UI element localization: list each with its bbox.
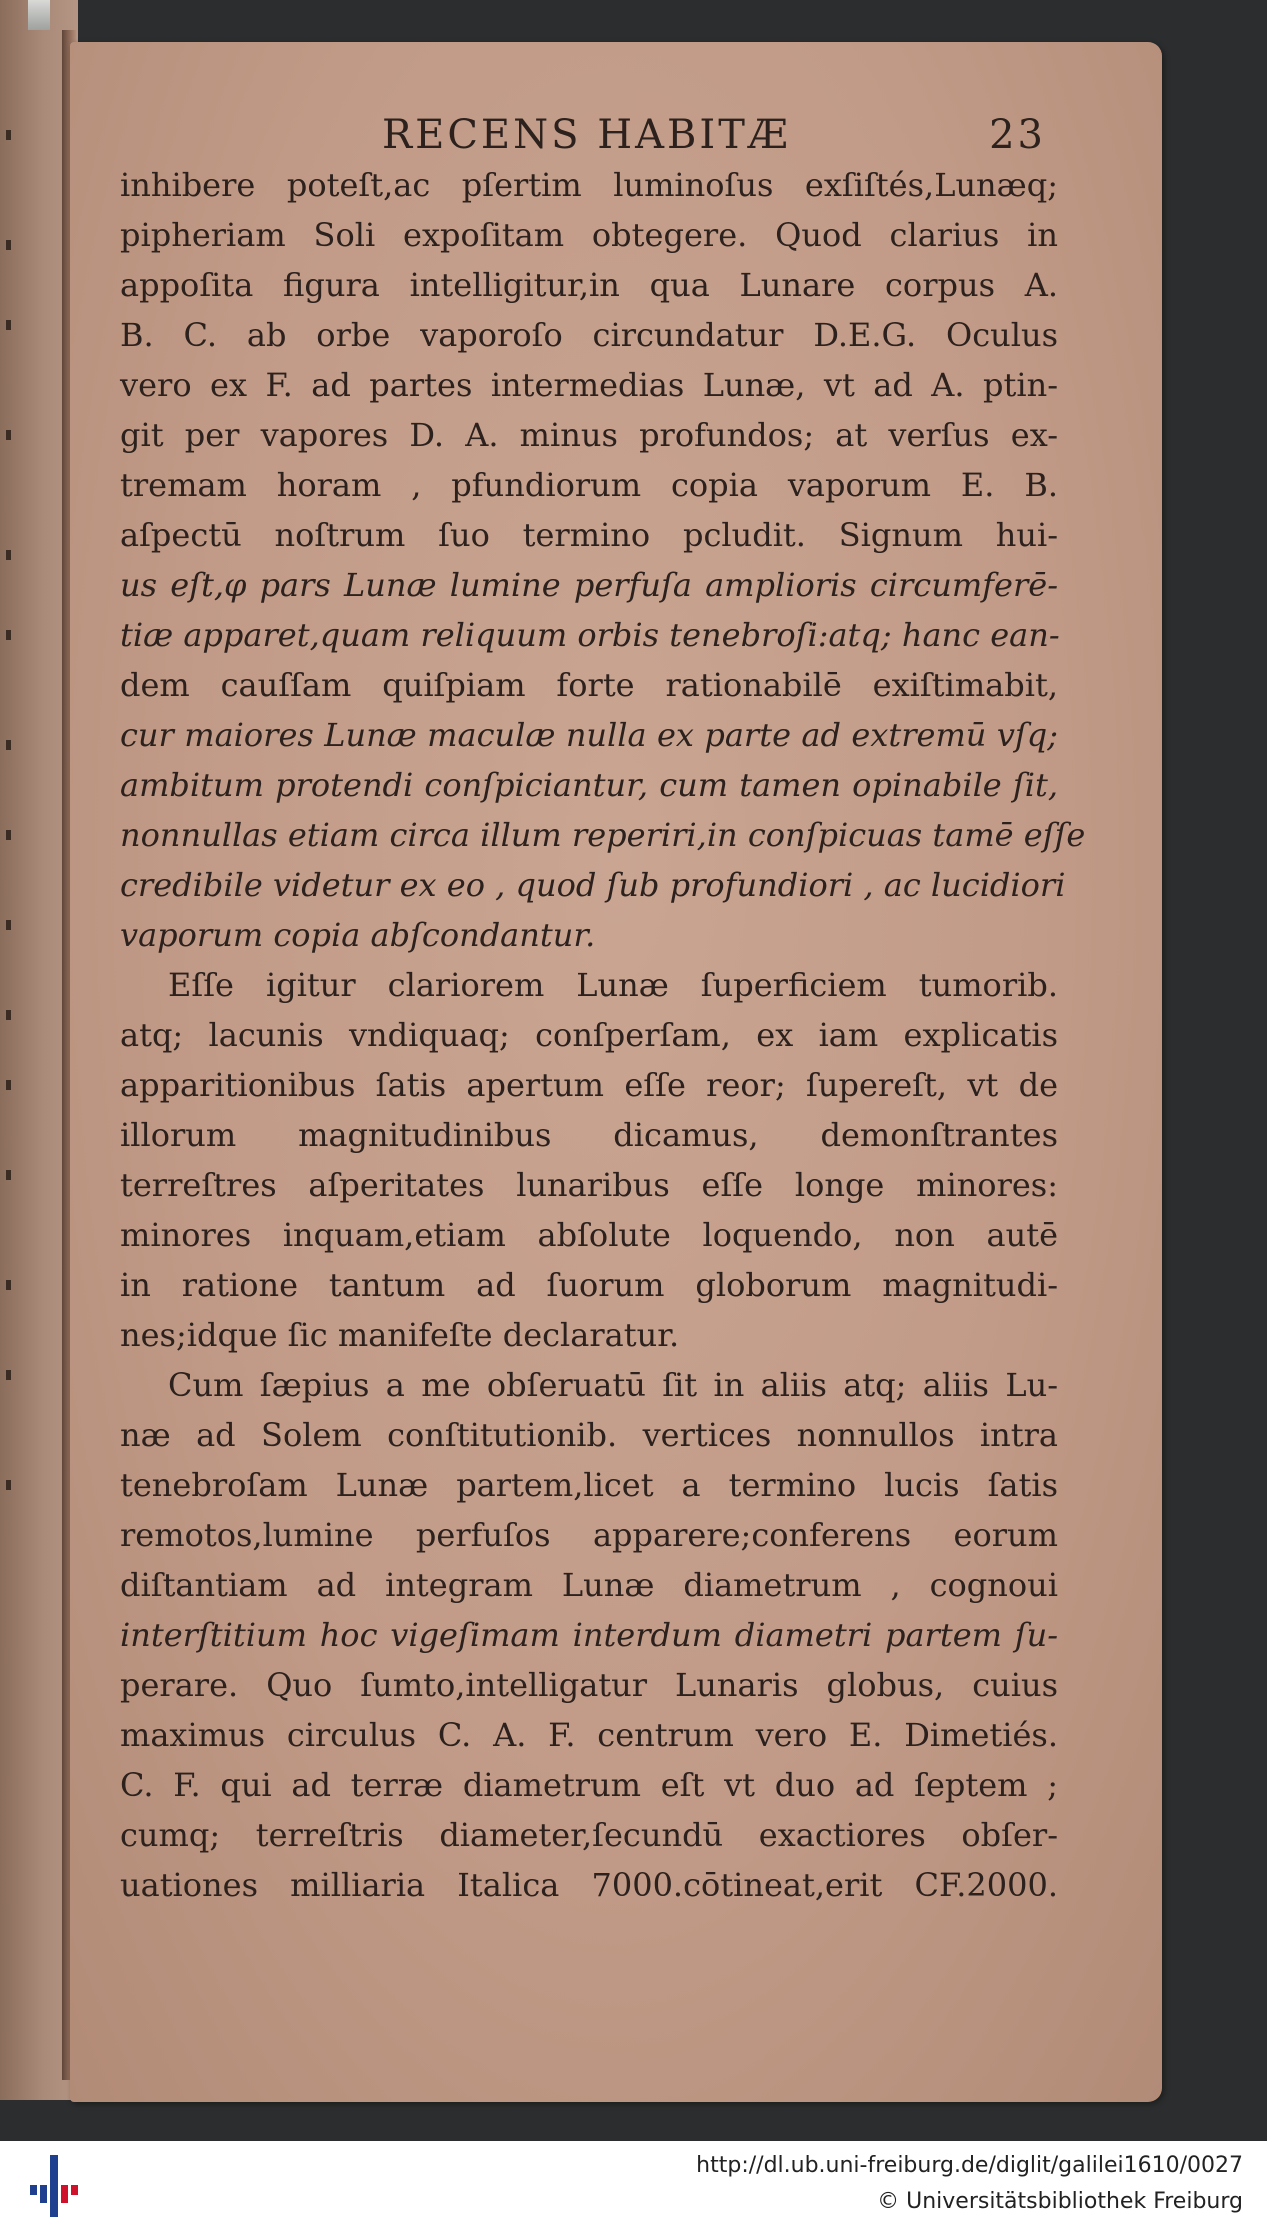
text-line: uationes milliaria Italica 7000.cōtineat,erit CF.2000.	[120, 1866, 1058, 1904]
text-line: in ratione tantum ad ſuorum globorum magnitudi-	[120, 1266, 1058, 1304]
text-line: diſtantiam ad integram Lunæ diametrum , cognoui	[120, 1566, 1058, 1604]
text-line: minores inquam,etiam abſolute loquendo, non autē	[120, 1216, 1058, 1254]
text-line: aſpectū noſtrum ſuo termino pcludit. Signum hui-	[120, 516, 1058, 554]
text-line: apparitionibus ſatis apertum eſſe reor; ſupereſt, vt de	[120, 1066, 1058, 1104]
text-line: Eſſe igitur clariorem Lunæ ſuperficiem tumorib.	[168, 966, 1058, 1004]
book-clip	[28, 0, 50, 30]
running-head	[382, 112, 1052, 156]
text-line: atq; lacunis vndiquaq; conſperſam, ex iam explicatis	[120, 1016, 1058, 1054]
viewer-footer	[0, 2141, 1267, 2231]
text-line: dem cauſſam quiſpiam forte rationabilē exiſtimabit,	[120, 666, 1058, 704]
text-line: interſtitium hoc vigeſimam interdum diametri partem ſu-	[120, 1616, 1058, 1654]
text-line: illorum magnitudinibus dicamus, demonſtrantes	[120, 1116, 1058, 1154]
text-line: nes;idque ſic manifeſte declaratur.	[120, 1316, 680, 1354]
permalink-url[interactable]: http://dl.ub.uni-freiburg.de/diglit/galilei1610/0027	[696, 2153, 1243, 2178]
text-line: tremam horam , pfundiorum copia vaporum E. B.	[120, 466, 1058, 504]
facing-page-marks	[6, 130, 20, 1930]
page-number: 23	[989, 112, 1046, 158]
running-title: RECENS HABITÆ	[382, 112, 791, 158]
text-line: nonnullas etiam circa illum reperiri,in conſpicuas tamē eſſe	[120, 816, 1086, 854]
text-line: B. C. ab orbe vaporoſo circundatur D.E.G. Oculus	[120, 316, 1058, 354]
text-line: tiæ apparet,quam reliquum orbis tenebroſi:atq; hanc ean-	[120, 616, 1060, 654]
text-line: næ ad Solem conſtitutionib. vertices nonnullos intra	[120, 1416, 1058, 1454]
text-line: perare. Quo ſumto,intelligatur Lunaris globus, cuius	[120, 1666, 1058, 1704]
text-line: appoſita figura intelligitur,in qua Lunare corpus A.	[120, 266, 1058, 304]
text-line: pipheriam Soli expoſitam obtegere. Quod clarius in	[120, 216, 1058, 254]
text-line: vaporum copia abſcondantur.	[120, 916, 596, 954]
text-line: cur maiores Lunæ maculæ nulla ex parte ad extremū vſq;	[120, 716, 1058, 754]
text-line: maximus circulus C. A. F. centrum vero E. Dimetiés.	[120, 1716, 1058, 1754]
copyright-notice: © Universitätsbibliothek Freiburg	[877, 2189, 1243, 2214]
text-line: terreſtres aſperitates lunaribus eſſe longe minores:	[120, 1166, 1058, 1204]
text-line: inhibere poteſt,ac pſertim luminoſus exſiſtés,Lunæq;	[120, 166, 1058, 204]
text-line: vero ex F. ad partes intermedias Lunæ, vt ad A. ptin-	[120, 366, 1058, 404]
text-line: credibile videtur ex eo , quod ſub profundiori , ac lucidiori	[120, 866, 1066, 904]
library-logo-icon	[30, 2155, 82, 2217]
text-line: tenebroſam Lunæ partem,licet a termino lucis ſatis	[120, 1466, 1058, 1504]
text-line: git per vapores D. A. minus profundos; at verſus ex-	[120, 416, 1058, 454]
text-line: C. F. qui ad terræ diametrum eſt vt duo ad ſeptem ;	[120, 1766, 1058, 1804]
text-line: ambitum protendi conſpiciantur, cum tamen opinabile ſit,	[120, 766, 1058, 804]
text-line: remotos,lumine perfuſos apparere;conferens eorum	[120, 1516, 1058, 1554]
text-line: cumq; terreſtris diameter,ſecundū exactiores obſer-	[120, 1816, 1058, 1854]
text-line: Cum ſæpius a me obſeruatū ſit in aliis atq; aliis Lu-	[168, 1366, 1058, 1404]
text-line: us eſt,φ pars Lunæ lumine perfuſa amplioris circumferē-	[120, 566, 1058, 604]
